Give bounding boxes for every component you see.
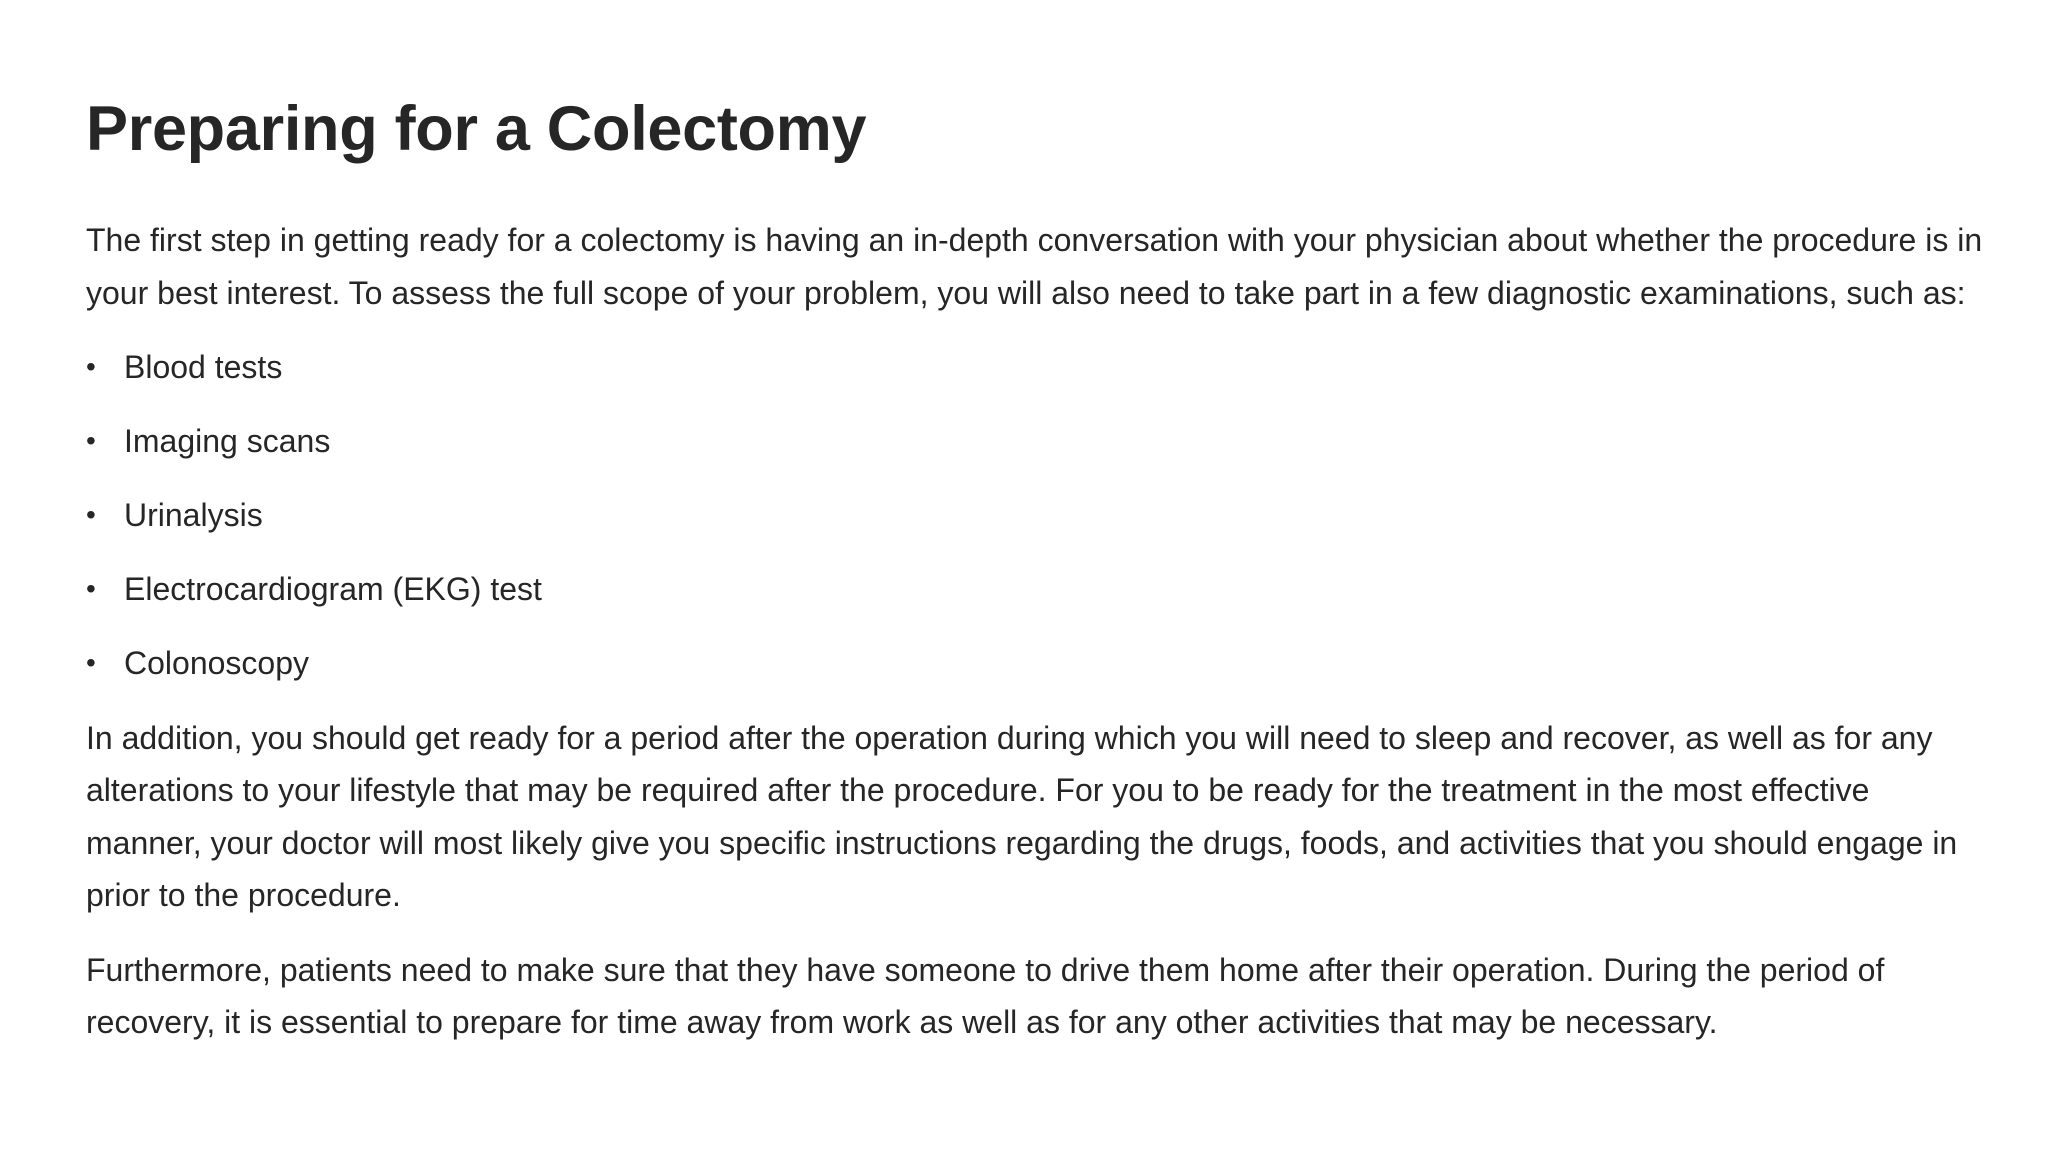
bullet-icon: • — [86, 425, 96, 456]
page-title: Preparing for a Colectomy — [86, 94, 867, 164]
recovery-paragraph: In addition, you should get ready for a period after the operation during which you will need to sleep and recover, as well as for any alterations to your lifestyle that may be required after the procedure. For you to be ready for the treatment in the most effective manner, your doctor will most likely give you specific instructions regarding the drugs, foods, and activities that you should engage in prior to the procedure. — [86, 719, 1958, 913]
list-item — [86, 563, 1986, 616]
slide-content — [86, 88, 1986, 1049]
list-item-label: Imaging scans — [124, 423, 331, 459]
list-item-label: Urinalysis — [124, 497, 263, 533]
list-item-label: Blood tests — [124, 349, 283, 385]
list-item — [86, 637, 1986, 690]
transport-paragraph: Furthermore, patients need to make sure that they have someone to drive them home after their operation. During the period of recovery, it is essential to prepare for time away from work as well as for any other activities that may be necessary. — [86, 951, 1885, 1040]
list-item — [86, 489, 1986, 542]
list-item — [86, 415, 1986, 468]
diagnostic-exam-list — [86, 341, 1986, 690]
bullet-icon: • — [86, 351, 96, 382]
list-item-label: Electrocardiogram (EKG) test — [124, 571, 542, 607]
bullet-icon: • — [86, 647, 96, 678]
bullet-icon: • — [86, 573, 96, 604]
list-item — [86, 341, 1986, 394]
intro-paragraph: The first step in getting ready for a colectomy is having an in-depth conversation with your physician about whether the procedure is in your best interest. To assess the full scope of your problem, you will also need to take part in a few diagnostic examinations, such as: — [86, 222, 1983, 311]
list-item-label: Colonoscopy — [124, 645, 309, 681]
bullet-icon: • — [86, 499, 96, 530]
